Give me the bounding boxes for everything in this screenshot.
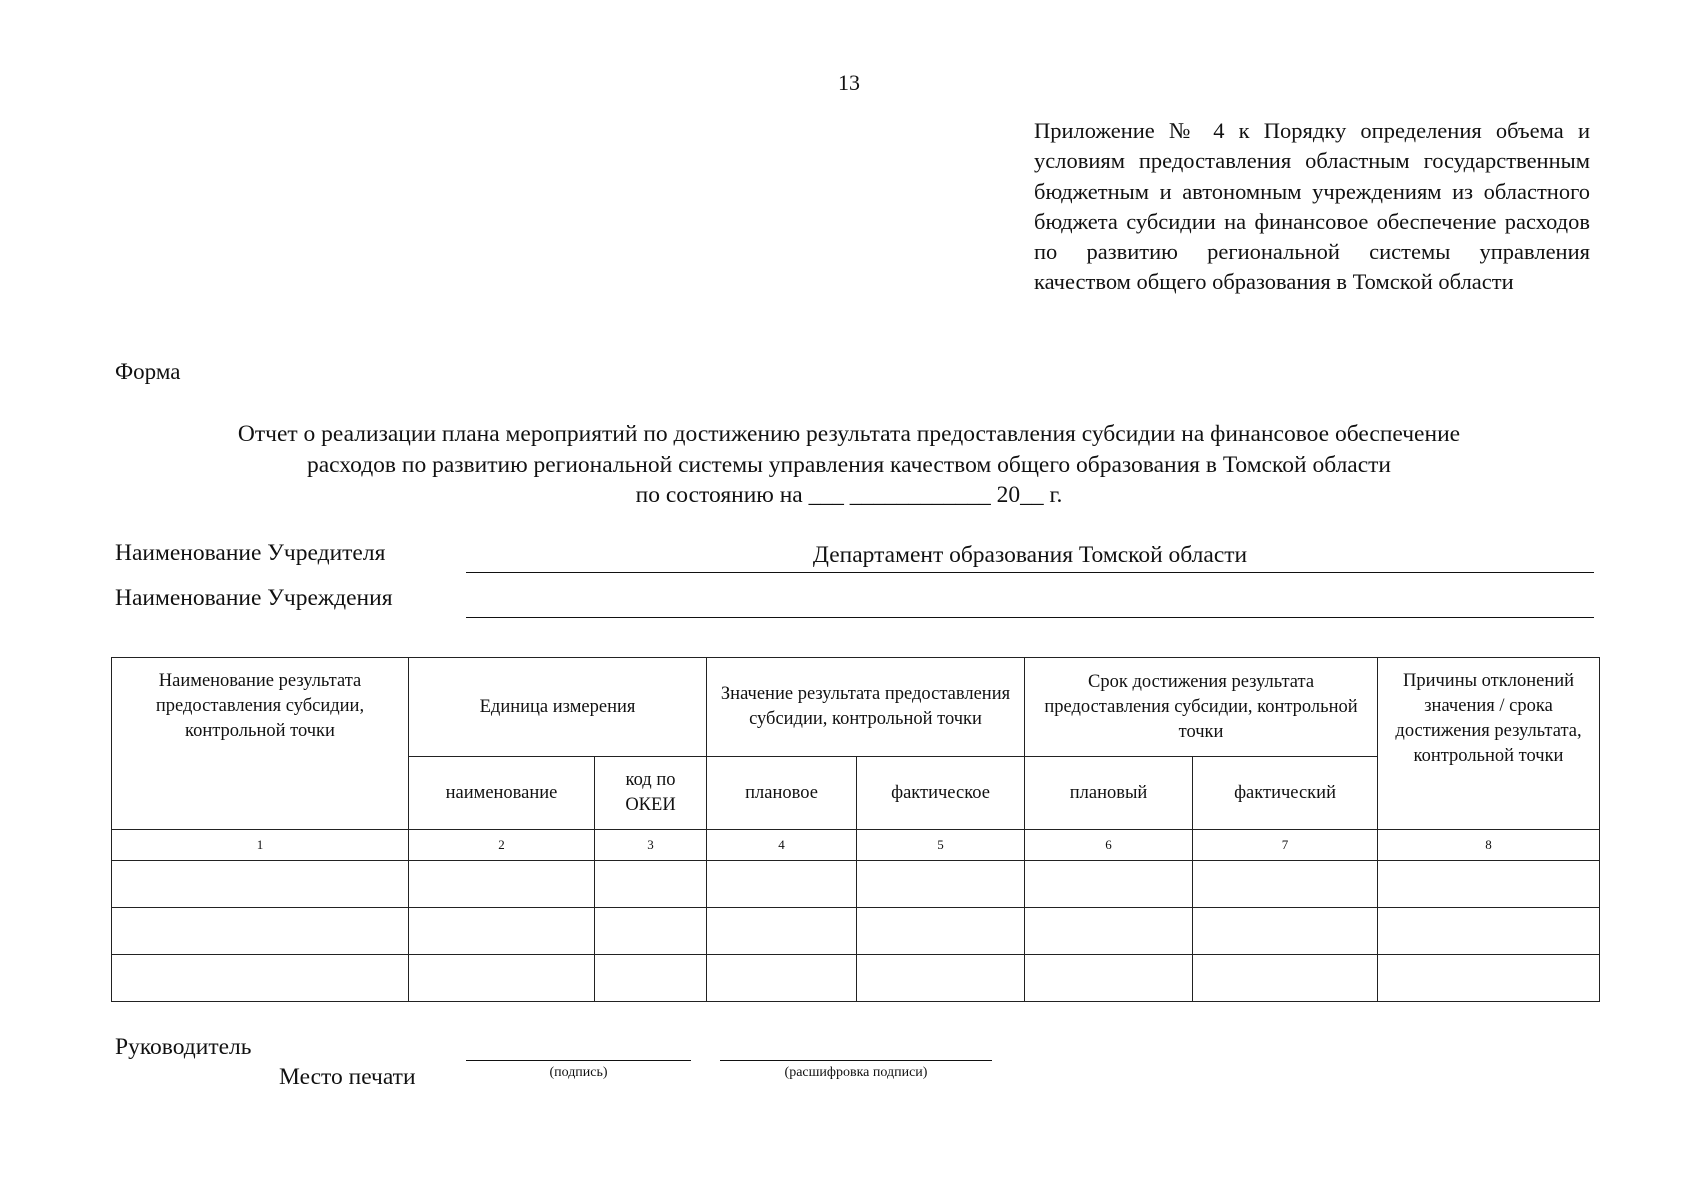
table-cell[interactable] (707, 908, 857, 955)
signature-decoding-line[interactable] (720, 1060, 992, 1061)
table-row (112, 908, 1600, 955)
table-cell[interactable] (409, 861, 595, 908)
header-deadline-fact: фактический (1193, 757, 1378, 830)
page-number: 13 (838, 70, 860, 95)
table-cell[interactable] (112, 861, 409, 908)
institution-label: Наименование Учреждения (115, 585, 393, 611)
table-cell[interactable] (1193, 955, 1378, 1002)
institution-field[interactable] (466, 585, 1594, 618)
table-cell[interactable] (1025, 861, 1193, 908)
report-title-line-1: Отчет о реализации плана мероприятий по достижению результата предоставления субсидии на финансовое обеспечение (237, 421, 1461, 447)
report-title (60, 419, 1638, 511)
signature-decoding-caption: (расшифровка подписи) (784, 1065, 928, 1080)
institution-row (115, 585, 1595, 621)
stamp-label: Место печати (279, 1064, 416, 1090)
table-cell[interactable] (857, 861, 1025, 908)
table-cell[interactable] (1378, 861, 1600, 908)
report-table (111, 657, 1600, 1002)
header-unit-name: наименование (409, 757, 595, 830)
table-cell[interactable] (1378, 908, 1600, 955)
column-number: 2 (409, 830, 595, 861)
header-reasons: Причины отклонений значения / срока достижения результата, контрольной точки (1378, 658, 1600, 830)
founder-row (115, 540, 1595, 576)
table-cell[interactable] (1025, 908, 1193, 955)
column-number: 4 (707, 830, 857, 861)
column-number: 7 (1193, 830, 1378, 861)
report-title-line-2: расходов по развитию региональной системы управления качеством общего образования в Томской области (306, 451, 1392, 478)
founder-field[interactable]: Департамент образования Томской области (466, 540, 1594, 573)
table-cell[interactable] (595, 955, 707, 1002)
table-cell[interactable] (857, 955, 1025, 1002)
table-row (112, 861, 1600, 908)
signature-caption: (подпись) (549, 1065, 608, 1080)
table-cell[interactable] (707, 861, 857, 908)
head-label: Руководитель (115, 1034, 252, 1060)
column-number-row (112, 830, 1600, 861)
header-value-fact: фактическое (857, 757, 1025, 830)
table-cell[interactable] (595, 908, 707, 955)
appendix-note: Приложение № 4 к Порядку определения объема и условиям предоставления областным государственным бюджетным и автономным учреждениям из областного бюджета субсидии на финансовое обеспечение расходов по развитию региональной системы управления качеством общего образования в Томской области (1034, 118, 1590, 295)
table-cell[interactable] (1193, 861, 1378, 908)
table-cell[interactable] (1025, 955, 1193, 1002)
column-number: 6 (1025, 830, 1193, 861)
header-value-plan: плановое (707, 757, 857, 830)
header-unit: Единица измерения (409, 658, 707, 757)
header-result-name: Наименование результата предоставления субсидии, контрольной точки (112, 658, 409, 830)
header-unit-code: код по ОКЕИ (595, 757, 707, 830)
column-number: 8 (1378, 830, 1600, 861)
table-row (112, 955, 1600, 1002)
table-cell[interactable] (857, 908, 1025, 955)
header-deadline-plan: плановый (1025, 757, 1193, 830)
table-cell[interactable] (595, 861, 707, 908)
header-value: Значение результата предоставления субсидии, контрольной точки (707, 658, 1025, 757)
table-cell[interactable] (707, 955, 857, 1002)
table-cell[interactable] (409, 908, 595, 955)
table-cell[interactable] (112, 908, 409, 955)
table-cell[interactable] (1193, 908, 1378, 955)
signature-line[interactable] (466, 1060, 691, 1061)
column-number: 1 (112, 830, 409, 861)
table-cell[interactable] (1378, 955, 1600, 1002)
table-cell[interactable] (112, 955, 409, 1002)
form-label: Форма (115, 359, 181, 384)
column-number: 3 (595, 830, 707, 861)
report-date-line: по состоянию на ___ ____________ 20__ г. (635, 482, 1063, 508)
column-number: 5 (857, 830, 1025, 861)
table-cell[interactable] (409, 955, 595, 1002)
header-deadline: Срок достижения результата предоставления субсидии, контрольной точки (1025, 658, 1378, 757)
founder-label: Наименование Учредителя (115, 540, 386, 566)
